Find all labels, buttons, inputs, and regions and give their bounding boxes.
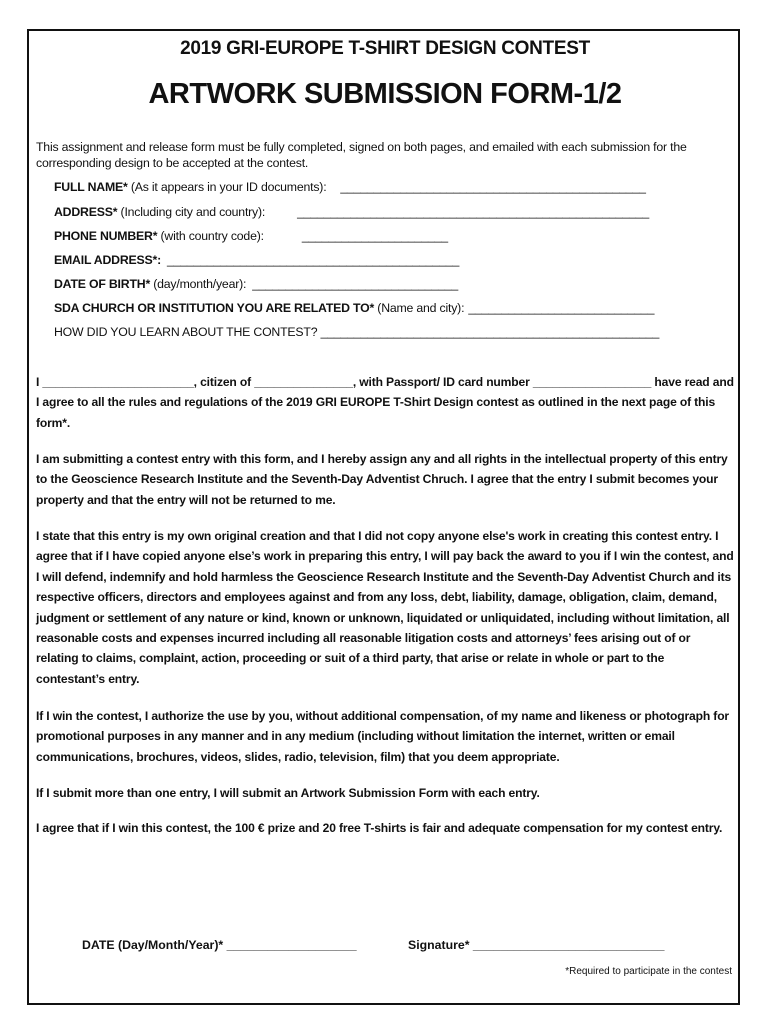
full-name-field[interactable]: [54, 180, 646, 194]
dob-hint: (day/month/year):: [150, 277, 247, 291]
date-signature-line[interactable]: DATE (Day/Month/Year)* ___________________: [82, 938, 357, 952]
prize-paragraph: I agree that if I win this contest, the 100 € prize and 20 free T-shirts is fair and adequate compensation for my contest entry.: [36, 821, 723, 835]
full-name-blank[interactable]: ______________________________________________: [340, 180, 646, 194]
church-blank[interactable]: ____________________________: [468, 301, 655, 315]
dob-field[interactable]: [54, 277, 458, 291]
contest-title: 2019 GRI-EUROPE T-SHIRT DESIGN CONTEST: [180, 38, 590, 59]
address-hint: (Including city and country):: [117, 205, 266, 219]
church-label: SDA CHURCH OR INSTITUTION YOU ARE RELATED TO*: [54, 301, 375, 315]
learn-field[interactable]: [54, 325, 659, 339]
agreement-paragraph: I _______________________, citizen of _______________, with Passport/ ID card number __________________ have read and I agree to all the rules and regulations of the 2019 GRI EUROPE T-Shirt Design contest as outlined in the next page of this form*.: [36, 375, 734, 430]
learn-hint: HOW DID YOU LEARN ABOUT THE CONTEST?: [54, 325, 318, 339]
phone-label: PHONE NUMBER*: [54, 229, 158, 243]
address-blank[interactable]: _____________________________________________________: [297, 205, 649, 219]
email-blank[interactable]: ____________________________________________: [167, 253, 460, 267]
form-border: [27, 29, 740, 1005]
dob-label: DATE OF BIRTH*: [54, 277, 151, 291]
multiple-entry-paragraph: If I submit more than one entry, I will submit an Artwork Submission Form with each entry.: [36, 786, 540, 800]
dob-blank[interactable]: _______________________________: [252, 277, 459, 291]
originality-paragraph: I state that this entry is my own original creation and that I did not copy anyone else's work in creating this contest entry. I agree that if I have copied anyone else’s work in preparing this entry, I will pay back the award to you if I win the contest, and I will defend, indemnify and hold harmless the Geoscience Research Institute and the Seventh-Day Adventist Church and its respective officers, directors and employees against and from any loss, debt, liability, damage, obligation, claim, demand, judgment or settlement of any nature or kind, known or unknown, liquidated or unliquidated, including without limitation, all reasonable costs and expenses incurred including all reasonable litigation costs and attorneys’ fees arising out of or relating to claims, complaint, action, proceeding or suit of a third party, that arise or relate in whole or part to the contestant’s entry.: [36, 529, 734, 686]
phone-field[interactable]: [54, 229, 448, 243]
required-footnote: *Required to participate in the contest: [565, 966, 732, 977]
publicity-paragraph: If I win the contest, I authorize the use by you, without additional compensation, of my name and likeness or photograph for promotional purposes in any manner and in any medium (including without limitation the internet, written or email communications, brochures, videos, slides, radio, television, film) that you deem appropriate.: [36, 709, 729, 764]
phone-hint: (with country code):: [157, 229, 264, 243]
signature-line[interactable]: Signature* ____________________________: [408, 938, 665, 952]
church-field[interactable]: [54, 301, 654, 315]
assignment-paragraph: I am submitting a contest entry with this form, and I hereby assign any and all rights in the intellectual property of this entry to the Geoscience Research Institute and the Seventh-Day Adventist Chruch. I agree that the entry I submit becomes your property and that the entry will not be returned to me.: [36, 452, 728, 507]
learn-blank[interactable]: ___________________________________________________: [317, 325, 660, 339]
email-field[interactable]: [54, 253, 459, 267]
intro-text: This assignment and release form must be fully completed, signed on both pages, and emailed with each submission for the corresponding design to be accepted at the contest.: [36, 140, 687, 170]
phone-blank[interactable]: ______________________: [301, 229, 448, 243]
address-label: ADDRESS*: [54, 205, 118, 219]
full-name-hint: (As it appears in your ID documents):: [127, 180, 327, 194]
email-label: EMAIL ADDRESS*:: [54, 253, 161, 267]
church-hint: (Name and city):: [374, 301, 465, 315]
form-title: ARTWORK SUBMISSION FORM-1/2: [148, 78, 622, 110]
address-field[interactable]: [54, 205, 649, 219]
full-name-label: FULL NAME*: [54, 180, 128, 194]
